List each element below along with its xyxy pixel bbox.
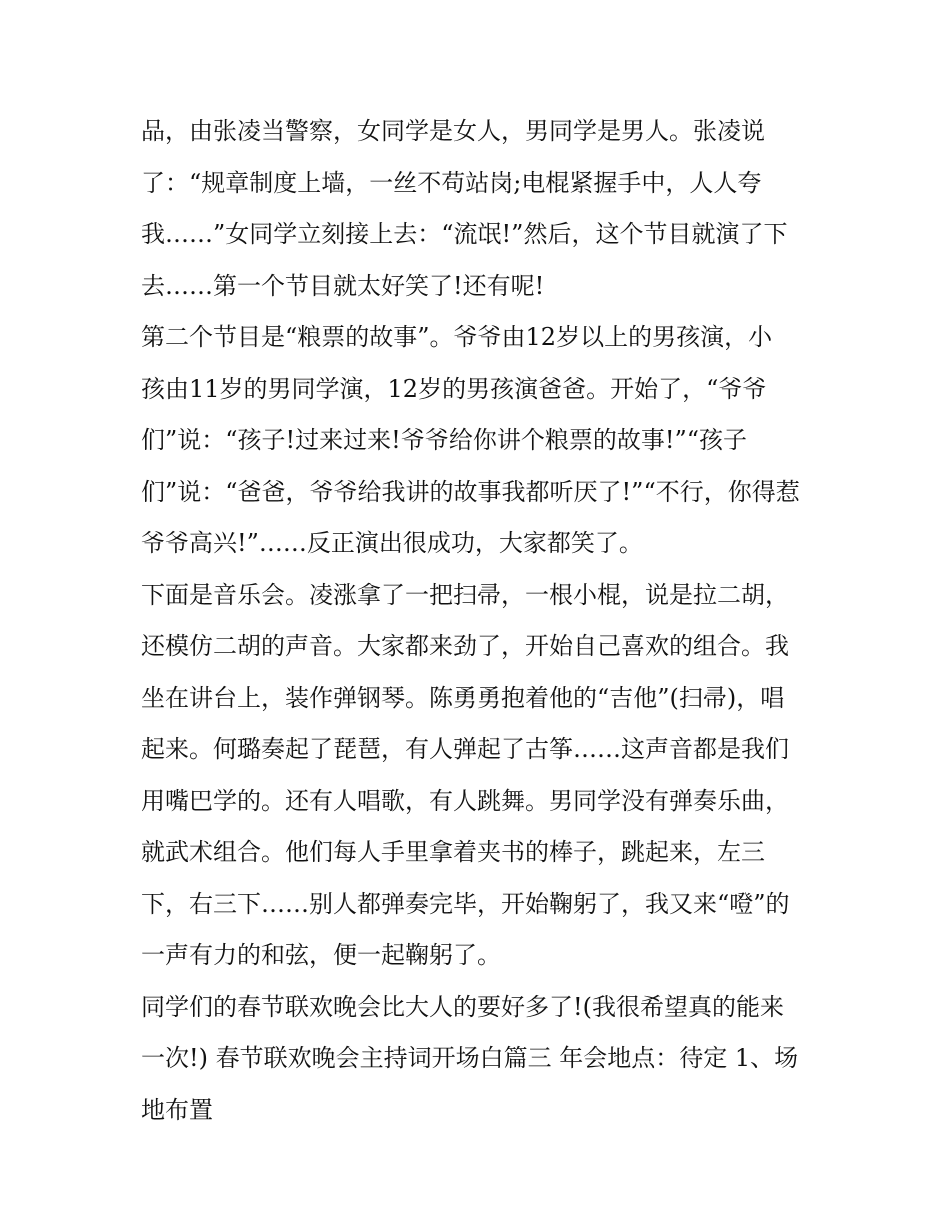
text-line: 坐在讲台上，装作弹钢琴。陈勇勇抱着他的“吉他”(扫帚)，唱: [141, 683, 785, 712]
text-line: 起来。何璐奏起了琵琶，有人弹起了古筝……这声音都是我们: [141, 735, 789, 763]
text-line: 去……第一个节目就太好笑了!还有呢!: [141, 271, 545, 300]
text-line: 就武术组合。他们每人手里拿着夹书的棒子，跳起来，左三: [141, 838, 765, 866]
text-line: 第二个节目是“粮票的故事”。爷爷由12岁以上的男孩演，小: [141, 323, 773, 351]
body-text: [141, 106, 821, 1136]
text-line: 我……”女同学立刻接上去：“流氓!”然后，这个节目就演了下: [141, 220, 788, 248]
text-line: 爷爷高兴!”……反正演出很成功，大家都笑了。: [141, 529, 643, 557]
text-line: 们”说：“孩子!过来过来!爷爷给你讲个粮票的故事!”“孩子: [141, 426, 748, 454]
text-line: 下，右三下……别人都弹奏完毕，开始鞠躬了，我又来“噔”的: [141, 889, 790, 918]
text-line: 还模仿二胡的声音。大家都来劲了，开始自己喜欢的组合。我: [141, 632, 789, 660]
text-line: 一声有力的和弦，便一起鞠躬了。: [141, 941, 501, 969]
text-line: 地布置: [141, 1095, 213, 1124]
text-line: 们”说：“爸爸，爷爷给我讲的故事我都听厌了!”“不行，你得惹: [141, 477, 800, 506]
text-line: 了：“规章制度上墙，一丝不苟站岗;电棍紧握手中，人人夸: [141, 168, 762, 197]
text-line: 品，由张凌当警察，女同学是女人，男同学是男人。张凌说: [141, 117, 765, 145]
text-line: 下面是音乐会。凌涨拿了一把扫帚，一根小棍，说是拉二胡，: [141, 580, 789, 609]
text-line: 用嘴巴学的。还有人唱歌，有人跳舞。男同学没有弹奏乐曲，: [141, 786, 789, 815]
text-line: 一次!) 春节联欢晚会主持词开场白篇三 年会地点：待定 1、场: [141, 1044, 799, 1072]
text-line: 孩由11岁的男同学演，12岁的男孩演爸爸。开始了，“爷爷: [141, 374, 767, 403]
text-line: 同学们的春节联欢晚会比大人的要好多了!(我很希望真的能来: [141, 992, 785, 1021]
